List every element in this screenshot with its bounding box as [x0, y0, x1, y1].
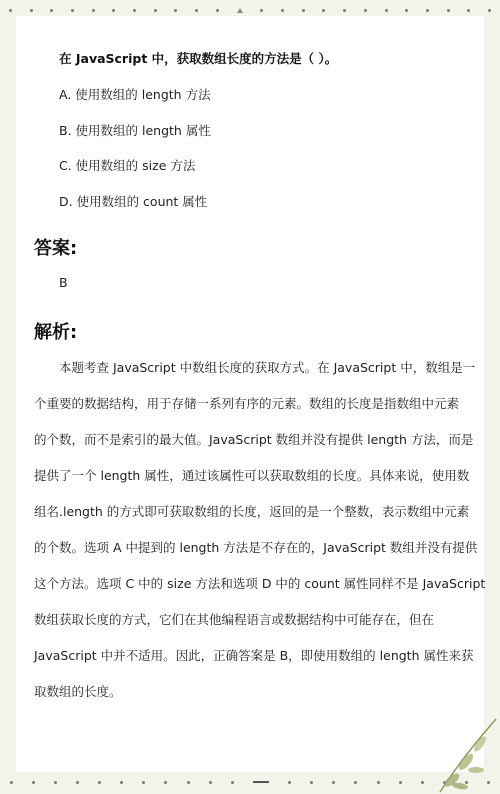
border-dot	[54, 781, 57, 784]
answer-heading: 答案:	[34, 238, 78, 259]
question-text: 在 JavaScript 中，获取数组长度的方法是（ ）。	[59, 51, 338, 66]
border-dot	[112, 9, 115, 12]
border-dot	[142, 781, 145, 784]
answer-value: B	[59, 275, 68, 290]
border-dot	[377, 781, 380, 784]
border-dot	[32, 781, 35, 784]
analysis-line: 这个方法。选项 C 中的 size 方法和选项 D 中的 count 属性同样不是 JavaScript	[34, 576, 486, 591]
border-dot	[98, 781, 101, 784]
border-dot	[71, 9, 74, 12]
border-dot	[310, 781, 313, 784]
border-dash	[253, 781, 269, 783]
border-dot	[322, 9, 325, 12]
border-dot	[364, 9, 367, 12]
document-page	[16, 16, 484, 772]
border-dot	[133, 9, 136, 12]
border-dot	[30, 9, 33, 12]
analysis-line: 的个数。选项 A 中提到的 length 方法是不存在的，JavaScript 数组并没有提供	[34, 540, 478, 555]
border-dot	[260, 9, 263, 12]
border-dot	[76, 781, 79, 784]
border-dot	[302, 9, 305, 12]
analysis-line: 提供了一个 length 属性，通过该属性可以获取数组的长度。具体来说，使用数	[34, 468, 470, 483]
border-dot	[187, 781, 190, 784]
border-dot	[231, 781, 234, 784]
border-dot	[488, 9, 491, 12]
border-dot	[421, 781, 424, 784]
border-dot	[343, 9, 346, 12]
leaf-decoration-icon	[430, 714, 500, 794]
border-dot	[281, 9, 284, 12]
analysis-line: 个重要的数据结构，用于存储一系列有序的元素。数组的长度是指数组中元素	[34, 396, 460, 411]
border-dot	[399, 781, 402, 784]
border-triangle	[237, 8, 243, 13]
border-dot	[9, 9, 12, 12]
border-dot	[405, 9, 408, 12]
option-d: D. 使用数组的 count 属性	[59, 194, 208, 209]
border-dot	[216, 9, 219, 12]
border-dot	[10, 781, 13, 784]
analysis-line: 本题考查 JavaScript 中数组长度的获取方式。在 JavaScript 中，数组是一	[59, 360, 476, 375]
border-dot	[385, 9, 388, 12]
bottom-border-decoration	[0, 776, 500, 788]
border-dot	[288, 781, 291, 784]
border-dot	[154, 9, 157, 12]
analysis-line: 组名.length 的方式即可获取数组的长度，返回的是一个整数，表示数组中元素	[34, 504, 470, 519]
border-dot	[92, 9, 95, 12]
border-dot	[50, 9, 53, 12]
border-dot	[426, 9, 429, 12]
analysis-line: 数组获取长度的方式，它们在其他编程语言或数据结构中可能存在，但在	[34, 612, 435, 627]
border-dot	[332, 781, 335, 784]
border-dot	[209, 781, 212, 784]
border-dot	[195, 9, 198, 12]
option-a: A. 使用数组的 length 方法	[59, 87, 211, 102]
top-border-decoration	[0, 4, 500, 16]
border-dot	[174, 9, 177, 12]
analysis-line: JavaScript 中并不适用。因此，正确答案是 B，即使用数组的 length 属性来获	[34, 648, 474, 663]
option-c: C. 使用数组的 size 方法	[59, 158, 196, 173]
border-dot	[467, 9, 470, 12]
analysis-line: 的个数，而不是索引的最大值。JavaScript 数组并没有提供 length 方法，而是	[34, 432, 474, 447]
border-dot	[164, 781, 167, 784]
border-dot	[120, 781, 123, 784]
analysis-line: 取数组的长度。	[34, 684, 122, 699]
option-b: B. 使用数组的 length 属性	[59, 123, 211, 138]
border-dot	[354, 781, 357, 784]
analysis-heading: 解析:	[34, 322, 78, 343]
border-dot	[447, 9, 450, 12]
